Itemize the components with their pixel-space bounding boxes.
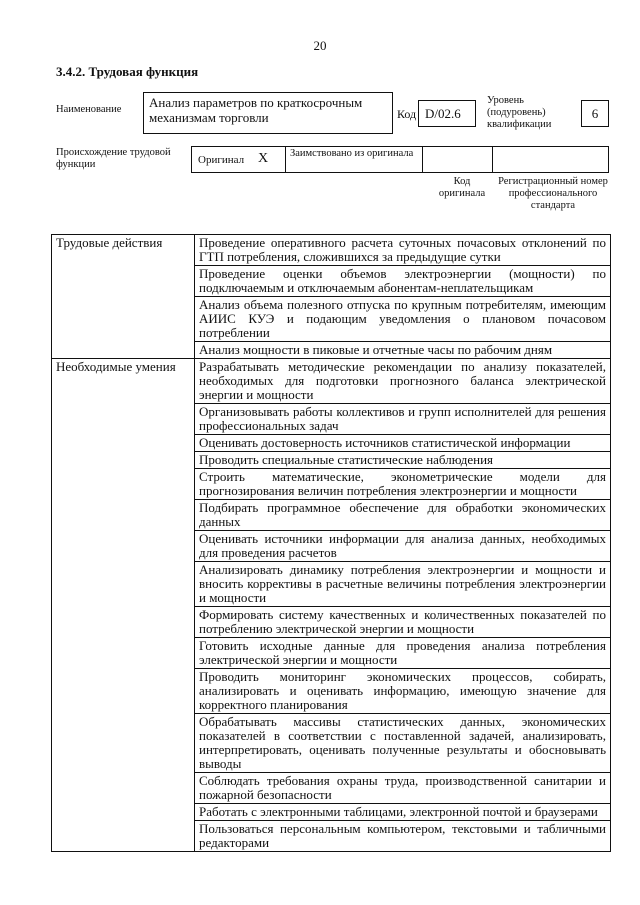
section-item: Проводить мониторинг экономических процессов, собирать, анализировать и оценивать информацию, имеющую значение для корректного планирования bbox=[195, 669, 611, 714]
section-item: Обрабатывать массивы статистических данных, экономических показателей в соответствии с поставленной задачей, анализировать, интерпретировать, оценивать полученные результаты и обосновывать выводы bbox=[195, 714, 611, 773]
function-name: Анализ параметров по краткосрочным механизмам торговли bbox=[143, 92, 393, 134]
function-table bbox=[51, 234, 611, 852]
section-item: Проведение оценки объемов электроэнергии (мощности) по подключаемым и отключаемым абонентам-неплательщикам bbox=[195, 266, 611, 297]
level-label: Уровень (подуровень) квалификации bbox=[487, 95, 552, 130]
section-item: Анализ объема полезного отпуска по крупным потребителям, имеющим АИИС КУЭ и подающим уведомления о плановом почасовом потреблении bbox=[195, 297, 611, 342]
section-item: Строить математические, эконометрические модели для прогнозирования величин потребления электроэнергии и мощности bbox=[195, 469, 611, 500]
page-number: 20 bbox=[313, 38, 327, 53]
section-item: Оценивать достоверность источников статистической информации bbox=[195, 435, 611, 452]
section-item: Проведение оперативного расчета суточных почасовых отклонений по ГТП потребления, сложившихся за предыдущие сутки bbox=[195, 235, 611, 266]
section-item: Анализировать динамику потребления электроэнергии и мощности и вносить коррективы в расчетные величины потребления электроэнергии и мощности bbox=[195, 562, 611, 607]
section-item: Соблюдать требования охраны труда, производственной санитарии и пожарной безопасности bbox=[195, 773, 611, 804]
section-item: Формировать систему качественных и количественных показателей по потреблению электрической энергии и мощности bbox=[195, 607, 611, 638]
code-label: Код bbox=[397, 107, 417, 121]
section-item: Оценивать источники информации для анализа данных, необходимых для проведения расчетов bbox=[195, 531, 611, 562]
section-item: Пользоваться персональным компьютером, текстовыми и табличными редакторами bbox=[195, 821, 611, 852]
section-item: Проводить специальные статистические наблюдения bbox=[195, 452, 611, 469]
registration-number-caption: Регистрационный номер профессионального стандарта bbox=[498, 176, 608, 211]
origin-row bbox=[191, 146, 609, 173]
original-code-caption: Код оригинала bbox=[438, 176, 486, 199]
section-title: Необходимые умения bbox=[52, 359, 195, 852]
function-code: D/02.6 bbox=[418, 100, 476, 127]
table-row bbox=[52, 359, 611, 404]
section-item: Анализ мощности в пиковые и отчетные часы по рабочим дням bbox=[195, 342, 611, 359]
original-cell bbox=[192, 147, 286, 172]
table-row bbox=[52, 235, 611, 266]
section-item: Организовывать работы коллективов и групп исполнителей для решения профессиональных задач bbox=[195, 404, 611, 435]
section-heading: 3.4.2. Трудовая функция bbox=[56, 64, 199, 79]
original-code-cell bbox=[423, 147, 493, 172]
section-item: Подбирать программное обеспечение для обработки экономических данных bbox=[195, 500, 611, 531]
original-mark: X bbox=[258, 151, 269, 166]
origin-label: Происхождение трудовой функции bbox=[56, 147, 171, 170]
borrowed-label: Заимствовано из оригинала bbox=[286, 147, 423, 172]
section-item: Разрабатывать методические рекомендации по анализу показателей, необходимых для подготовки прогнозного баланса электрической энергии и мощности bbox=[195, 359, 611, 404]
original-label: Оригинал bbox=[198, 154, 245, 166]
name-label: Наименование bbox=[56, 104, 122, 115]
section-title: Трудовые действия bbox=[52, 235, 195, 359]
section-item: Готовить исходные данные для проведения анализа потребления электрической энергии и мощности bbox=[195, 638, 611, 669]
qualification-level: 6 bbox=[581, 100, 609, 127]
section-item: Работать с электронными таблицами, электронной почтой и браузерами bbox=[195, 804, 611, 821]
registration-number-cell bbox=[493, 147, 608, 172]
